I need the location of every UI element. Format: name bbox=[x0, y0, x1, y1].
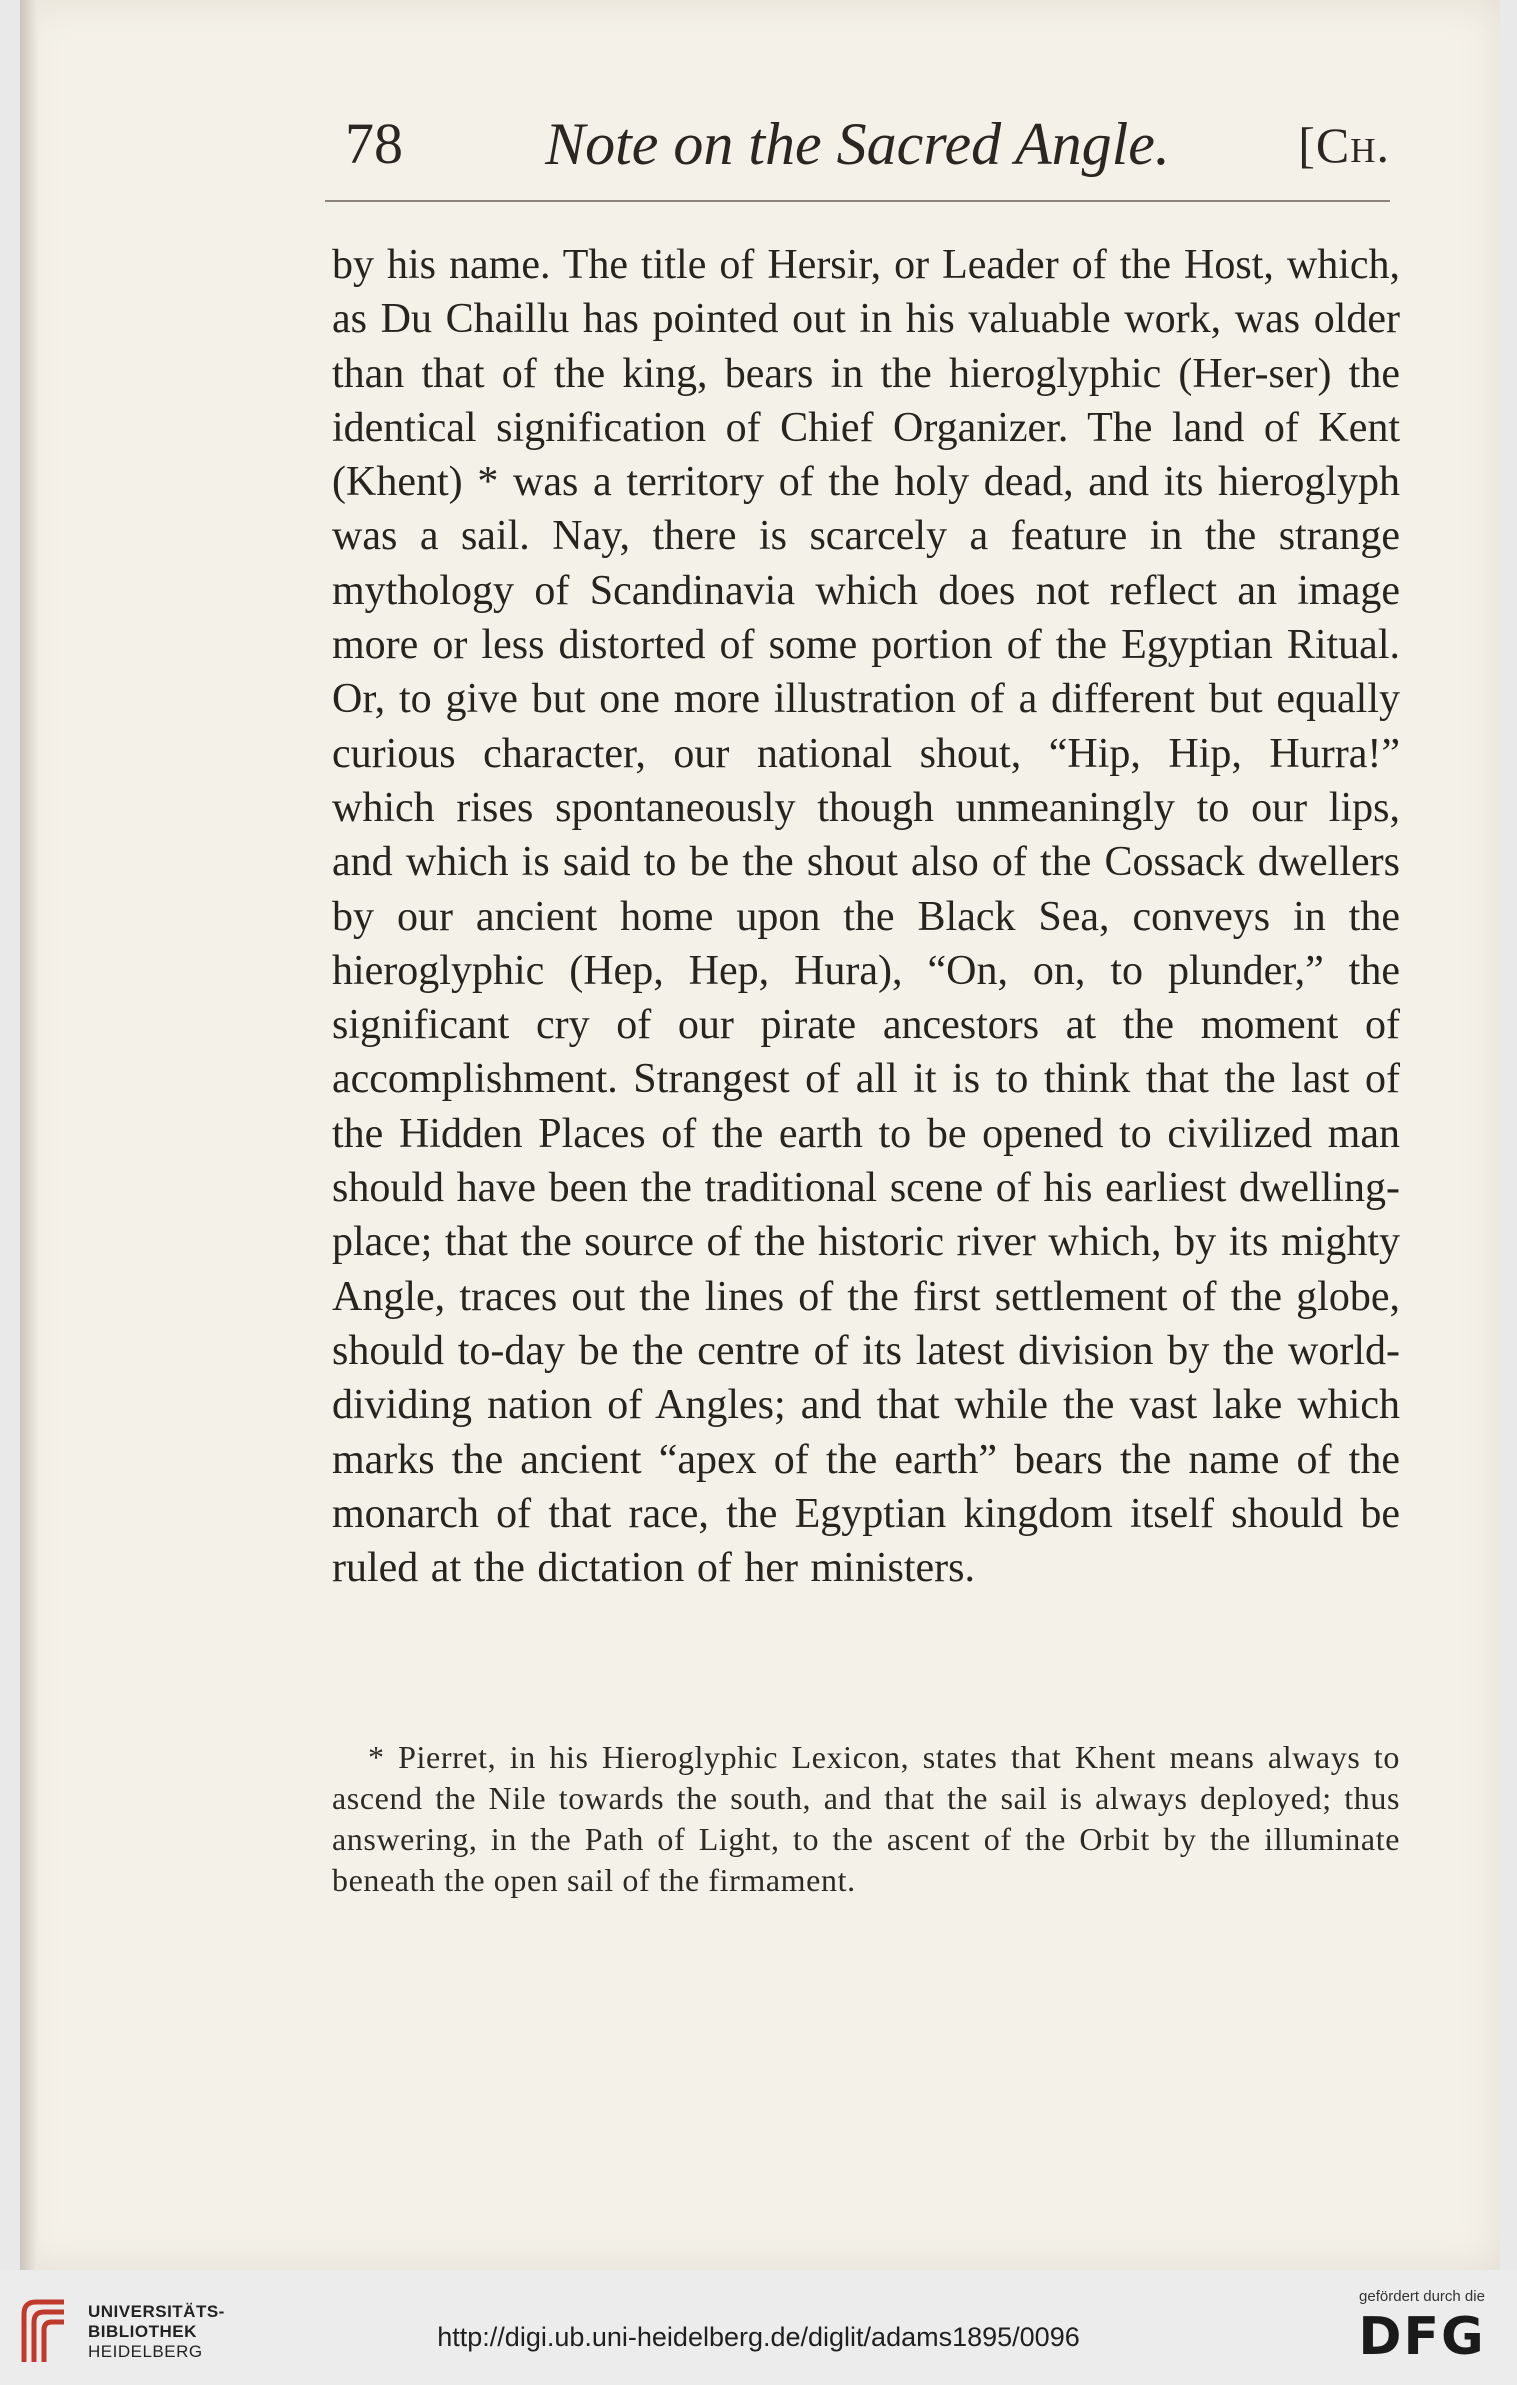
body-paragraph: by his name. The title of Hersir, or Leader of the Host, which, as Du Chaillu has pointed out in his valuable work, was older than that of the king, bears in the hieroglyphic (Her-ser) the identical signification of Chief Organizer. The land of Kent (Khent) * was a territory of the holy dead, and its hieroglyph was a sail. Nay, there is scarcely a feature in the strange mythology of Scandinavia which does not reflect an image more or less distorted of some portion of the Egyptian Ritual. Or, to give but one more illustration of a different but equally curious character, our national shout, “Hip, Hip, Hurra!” which rises spontaneously though unmeaningly to our lips, and which is said to be the shout also of the Cossack dwellers by our ancient home upon the Black Sea, conveys in the hieroglyphic (Hep, Hep, Hura), “On, on, to plunder,” the significant cry of our pirate ancestors at the moment of accomplishment. Strangest of all it is to think that the last of the Hidden Places of the earth to be opened to civilized man should have been the traditional scene of his earliest dwelling-place; that the source of the historic river which, by its mighty Angle, traces out the lines of the first settlement of the globe, should to-day be the centre of its latest division by the world-dividing nation of Angles; and that while the vast lake which marks the ancient “apex of the earth” bears the name of the monarch of that race, the Egyptian kingdom itself should be ruled at the dictation of her ministers. bbox=[332, 242, 1400, 1592]
permalink-url[interactable]: http://digi.ub.uni-heidelberg.de/diglit/adams1895/0096 bbox=[437, 2322, 1080, 2352]
chapter-mark: [Ch. bbox=[1298, 117, 1390, 173]
library-name-line1: UNIVERSITÄTS- bbox=[88, 2302, 225, 2321]
page-number: 78 bbox=[345, 111, 403, 176]
running-title: Note on the Sacred Angle. bbox=[545, 111, 1170, 177]
footnote-text: * Pierret, in his Hieroglyphic Lexicon, states that Khent means always to ascend the Nile towards the south, and that the sail is always deployed; thus answering, in the Path of Light, to the ascent of the Orbit by the illuminate beneath the open sail of the firmament. bbox=[332, 1739, 1400, 1898]
header-rule bbox=[325, 200, 1390, 202]
sponsor-block[interactable] bbox=[1347, 2288, 1497, 2378]
book-page bbox=[20, 0, 1500, 2270]
digitization-footer bbox=[0, 2270, 1517, 2385]
library-name-line3: HEIDELBERG bbox=[88, 2342, 203, 2361]
library-name-line2: BIBLIOTHEK bbox=[88, 2322, 197, 2341]
dfg-logo: DFG bbox=[1358, 2307, 1486, 2367]
page-header bbox=[325, 110, 1390, 180]
footnote bbox=[332, 1737, 1400, 1901]
sponsor-caption: gefördert durch die bbox=[1359, 2288, 1485, 2305]
